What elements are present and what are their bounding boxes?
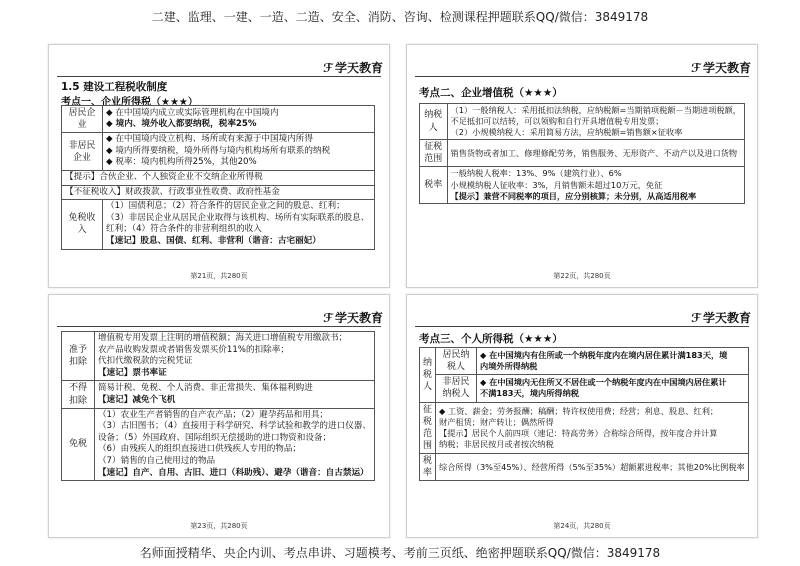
cell-line: 综合所得（3%至45%）、经营所得（5%至35%）超额累进税率；其他20%比例税率 — [439, 461, 745, 472]
page-number: 第23页，共280页 — [190, 522, 248, 530]
table-row — [62, 185, 375, 200]
table-row — [62, 408, 375, 481]
header-rule — [57, 76, 381, 77]
row-label: 纳税人 — [420, 348, 436, 403]
cell-line: 内境外所得纳税 — [480, 361, 538, 372]
cell-line: ◆ 在中国境内有住所或一个纳税年度内在境内居住累计满183天，境 — [480, 350, 728, 361]
brand-logo: ℱ 学天教育 — [323, 311, 383, 325]
cell-line: （2）小规模纳税人：采用简易方法，应纳税额=销售额×征收率 — [450, 127, 683, 138]
header-rule — [415, 76, 749, 77]
vat-table — [419, 103, 745, 204]
cell-line: ◆ 在中国境内成立或实际管理机构在中国境内 — [106, 107, 279, 118]
row-label: 准予扣除 — [62, 332, 95, 381]
cell-line: 简易计税、免税、个人消费、非正常损失、集体福利购进 — [97, 382, 313, 393]
row-label: 税率 — [420, 167, 448, 203]
cell-line: 财产租赁；财产转让；偶然所得 — [439, 416, 554, 427]
key-point-title: 考点一、企业所得税（★★★） — [61, 97, 198, 108]
page-24-panel — [406, 294, 758, 538]
vat-deduction-table — [61, 331, 375, 481]
cell-line: （1）国债利息；（2）符合条件的居民企业之间的股息、红利； — [106, 201, 345, 212]
cell-line: ◆ 在中国境内设立机构、场所或有来源于中国境内所得 — [106, 134, 313, 145]
page-number: 第24页，共280页 — [553, 522, 611, 530]
cell-line: 销售货物或者加工、修理修配劳务，销售服务、无形资产、不动产以及进口货物 — [450, 147, 738, 158]
cell-line: 不足抵扣可以结转，可以领购和自行开具增值税专用发票； — [450, 116, 664, 127]
row-label: 征税范围 — [420, 402, 436, 454]
page-number: 第21页，共280页 — [190, 272, 248, 280]
tip-cell: 【提示】合伙企业、个人独资企业不交纳企业所得税 — [62, 171, 375, 186]
cell-line: （3）非居民企业从居民企业取得与该机构、场所有实际联系的股息、 — [106, 212, 370, 223]
row-label: 纳税人 — [420, 104, 448, 140]
table-row — [420, 167, 745, 203]
brand-logo: ℱ 学天教育 — [691, 311, 751, 325]
cell-line: ◆ 工资、薪金；劳务报酬；稿酬；特许权使用费；经营；利息、股息、红利； — [439, 405, 719, 416]
logo-icon: ℱ — [691, 61, 701, 75]
table-row — [420, 140, 745, 167]
cell-line: 【速记】股息、国债、红利、非营利（谐音：古宅丽妃） — [106, 236, 321, 247]
row-label: 征税范围 — [420, 140, 448, 167]
cell-line: 【速记】票书率证 — [97, 367, 167, 378]
table-row — [62, 200, 375, 249]
logo-icon: ℱ — [691, 311, 701, 325]
table-row — [62, 106, 375, 133]
row-label: 税率 — [420, 454, 436, 481]
key-point-title: 考点二、企业增值税（★★★） — [419, 87, 563, 99]
cell-line: 【提示】居民个人前四项（速记：特高劳务）合称综合所得，按年度合并计算 — [439, 427, 718, 438]
header-rule — [415, 326, 749, 327]
cell-line: 小规模纳税人征收率：3%，月销售额未超过10万元，免征 — [450, 179, 663, 190]
header-rule — [57, 326, 381, 327]
cell-line: 增值税专用发票上注明的增值税额；海关进口增值税专用缴款书； — [97, 333, 348, 343]
brand-logo: ℱ 学天教育 — [691, 61, 751, 75]
cell-line: 农产品收购发票或者销售发票买价11%的扣除率； — [97, 344, 289, 355]
row-label: 免税 — [62, 408, 95, 481]
logo-icon: ℱ — [323, 311, 333, 325]
table-row — [420, 402, 749, 454]
cell-line: 设备；（5）外国政府、国际组织无偿援助的进口物资和设备； — [97, 432, 332, 443]
table-row — [420, 375, 749, 402]
table-row — [420, 104, 745, 140]
cell-line: 一般纳税人税率：13%、9%（建筑行业）、6% — [450, 168, 622, 179]
row-label: 非居民企业 — [62, 133, 103, 171]
nontax-cell: 【不征税收入】财政拨款、行政事业性收费、政府性基金 — [62, 185, 375, 200]
bottom-banner: 名师面授精华、央企内训、考点串讲、习题模考、考前三页纸、绝密押题联系QQ/微信：3849178 — [139, 546, 661, 560]
table-row — [62, 381, 375, 408]
key-point-title: 考点三、个人所得税（★★★） — [419, 333, 563, 345]
cell-line: ◆ 境内所得要纳税，境外所得与境内机构场所有联系的纳税 — [106, 145, 331, 156]
table-row — [62, 133, 375, 171]
row-label: 免税收入 — [62, 200, 103, 249]
cell-line: （3）古旧图书；（4）直接用于科学研究、科学试验和教学的进口仪器、 — [97, 421, 371, 432]
table-row — [62, 332, 375, 381]
section-title: 1.5 建设工程税收制度 — [61, 81, 168, 93]
cell-line: ◆ 境内、境外收入都要纳税，税率25% — [106, 119, 257, 130]
page-number: 第22页，共280页 — [553, 272, 611, 280]
cell-line: 纳税；非居民按月或者按次纳税 — [439, 438, 554, 449]
logo-icon: ℱ — [323, 61, 333, 75]
cell-line: （1）农业生产者销售的自产农产品；（2）避孕药品和用具； — [97, 409, 329, 420]
cell-line: 【速记】自产、自用、古旧、进口（科助残）、避孕（谐音：自古禁运） — [97, 467, 369, 478]
corporate-tax-table — [61, 105, 375, 250]
page-21-panel — [48, 44, 390, 288]
cell-line: 代扣代缴税款的完税凭证 — [97, 356, 193, 367]
row-label: 居民企业 — [62, 106, 103, 133]
cell-line: 【提示】兼营不同税率的项目，应分别核算；未分别，从高适用税率 — [450, 190, 697, 201]
row-label: 不得扣除 — [62, 381, 95, 408]
cell-line: 不满183天，境内所得纳税 — [480, 388, 579, 399]
cell-line: ◆ 税率：境内机构所得25%，其他20% — [106, 157, 257, 168]
table-row — [420, 454, 749, 481]
cell-line: 红利；（4）符合条件的非营利组织的收入 — [106, 224, 262, 235]
row-label: 非居民纳税人 — [436, 375, 477, 402]
row-label: 居民纳税人 — [436, 348, 477, 375]
page-23-panel — [48, 294, 390, 538]
cell-line: ◆ 在中国境内无住所又不居住或一个纳税年度内在中国境内居住累计 — [480, 377, 727, 388]
table-row — [62, 171, 375, 186]
table-row — [420, 348, 749, 375]
brand-logo: ℱ 学天教育 — [323, 61, 383, 75]
cell-line: （1）一般纳税人：采用抵扣法纳税，应纳税额=当期销项税额－当期进项税额， — [450, 105, 741, 115]
cell-line: （6）由残疾人的组织直接进口供残疾人专用的物品； — [97, 444, 302, 455]
page-22-panel — [406, 44, 758, 288]
top-banner: 二建、监理、一建、一造、二造、安全、消防、咨询、检测课程押题联系QQ/微信：3849178 — [151, 10, 649, 24]
cell-line: （7）销售的自己使用过的物品 — [97, 456, 216, 467]
individual-tax-table — [419, 347, 749, 481]
cell-line: 【速记】减免个飞机 — [97, 394, 176, 405]
